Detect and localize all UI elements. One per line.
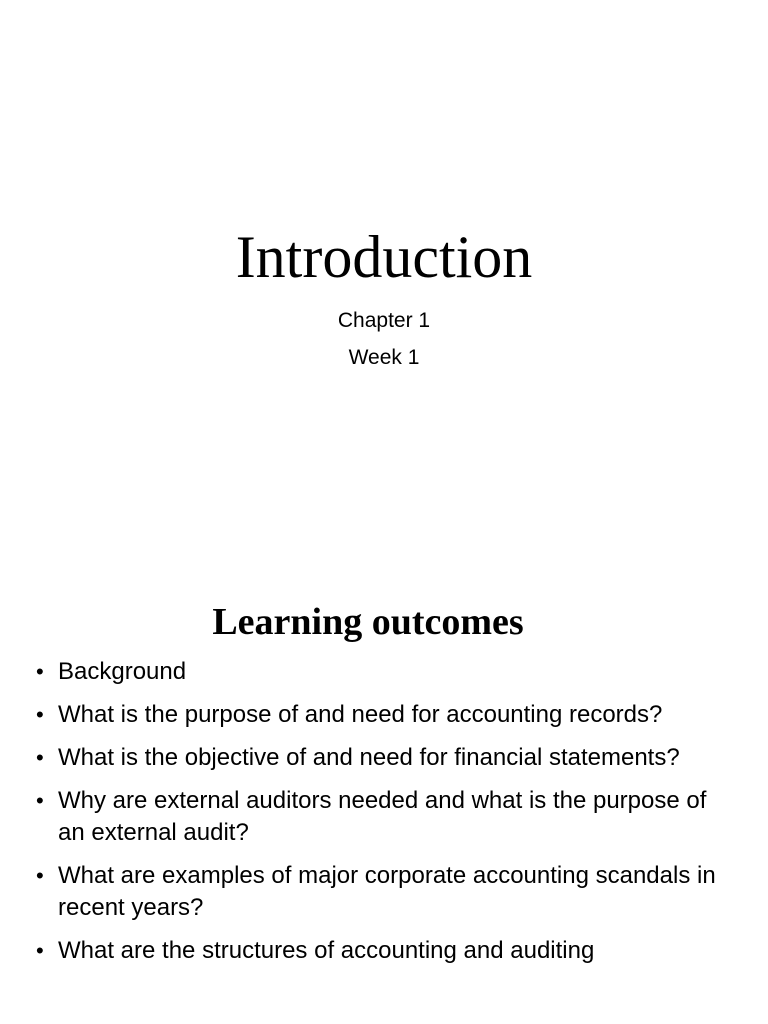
list-item-text: What are examples of major corporate accounting scandals in recent years? — [58, 862, 716, 921]
bullet-icon: • — [36, 788, 44, 813]
slide-title: Introduction — [235, 224, 533, 290]
list-item-text: What is the purpose of and need for accounting records? — [58, 701, 663, 728]
list-item — [36, 785, 716, 849]
list-item-text: What are the structures of accounting and auditing — [58, 937, 595, 964]
list-item — [36, 656, 716, 688]
list-item-text: What is the objective of and need for financial statements? — [58, 744, 680, 771]
list-item — [36, 742, 716, 774]
list-item — [36, 860, 716, 924]
list-item-text: Why are external auditors needed and what is the purpose of an external audit? — [58, 787, 707, 846]
learning-outcomes-list — [36, 656, 716, 978]
list-item-text: Background — [58, 658, 187, 685]
bullet-icon: • — [36, 659, 44, 684]
week-label: Week 1 — [348, 346, 420, 369]
bullet-icon: • — [36, 702, 44, 727]
learning-outcomes-heading: Learning outcomes — [212, 601, 524, 643]
chapter-label: Chapter 1 — [337, 309, 431, 332]
list-item — [36, 699, 716, 731]
list-item — [36, 935, 716, 967]
bullet-icon: • — [36, 938, 44, 963]
bullet-icon: • — [36, 863, 44, 888]
bullet-icon: • — [36, 745, 44, 770]
learning-outcomes-slide — [0, 576, 768, 1024]
